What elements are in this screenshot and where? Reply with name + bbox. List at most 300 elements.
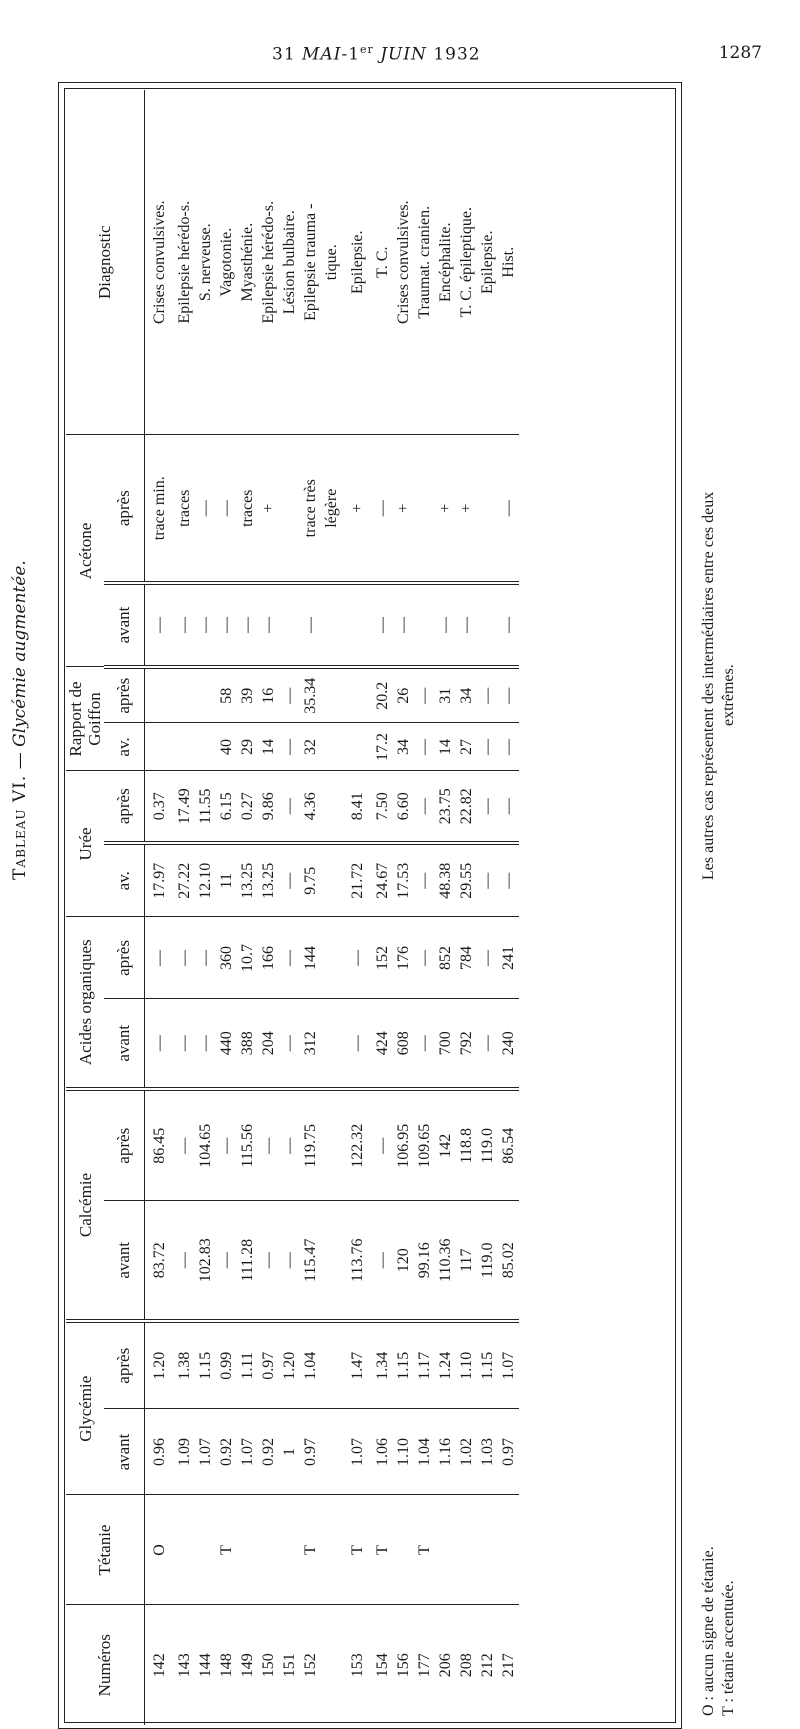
cell-tetanie xyxy=(456,1495,477,1605)
cell-diagnostic: Encéphalite. xyxy=(435,90,456,435)
cell-uree-apres: 9.86 xyxy=(258,771,279,843)
cell-diagnostic: T. C. xyxy=(372,90,393,435)
cell-numero: 154 xyxy=(374,1653,391,1678)
cell-glyc-avant: 1.03 xyxy=(477,1409,498,1495)
sub-acid-apres: après xyxy=(104,917,144,999)
cell-uree-av: — xyxy=(498,843,519,917)
cell-uree-apres: — xyxy=(477,771,498,843)
cell-acet-avant xyxy=(342,583,372,667)
cell-acet-avant: — xyxy=(237,583,258,667)
sub-acet-avant: avant xyxy=(104,583,144,667)
cell-diagnostic: Epilepsie hérédo-s. xyxy=(258,90,279,435)
cell-acet-avant: — xyxy=(174,583,195,667)
cell-calc-avant: 110.36 xyxy=(435,1201,456,1321)
cell-acid-avant: 608 xyxy=(393,999,414,1089)
cell-numero: 151 xyxy=(281,1653,298,1678)
cell-tetanie xyxy=(258,1495,279,1605)
cell-calc-apres: — xyxy=(372,1089,393,1201)
cell-glyc-avant: 0.92 xyxy=(258,1409,279,1495)
sub-uree-av: av. xyxy=(104,843,144,917)
cell-calc-apres: 86.45 xyxy=(144,1089,174,1201)
col-tetanie: Tétanie xyxy=(66,1495,144,1605)
cell-numero: 149 xyxy=(239,1653,256,1678)
cell-acid-avant: 240 xyxy=(498,999,519,1089)
cell-acet-apres: légère xyxy=(321,435,342,583)
cell-tetanie xyxy=(279,1495,300,1605)
cell-tetanie xyxy=(477,1495,498,1605)
cell-glyc-apres: 0.97 xyxy=(258,1321,279,1409)
cell-diagnostic: T. C. épileptique. xyxy=(456,90,477,435)
cell-rap-apres xyxy=(144,667,174,723)
cell-glyc-apres: 1.20 xyxy=(279,1321,300,1409)
cell-diagnostic: Myasthénie. xyxy=(237,90,258,435)
cell-glyc-avant: 0.97 xyxy=(300,1409,321,1495)
cell-tetanie: O xyxy=(144,1495,174,1605)
cell-acet-avant xyxy=(414,583,435,667)
cell-glyc-apres: 0.99 xyxy=(216,1321,237,1409)
cell-tetanie: T xyxy=(372,1495,393,1605)
table-row xyxy=(498,90,519,1725)
cell-acet-apres: trace min. xyxy=(144,435,174,583)
cell-rap-apres: — xyxy=(477,667,498,723)
cell-glyc-apres xyxy=(321,1321,342,1409)
table-label: Tableau VI. xyxy=(10,774,30,880)
cell-rap-apres: — xyxy=(414,667,435,723)
cell-acet-apres: + xyxy=(456,435,477,583)
cell-acid-avant: 388 xyxy=(237,999,258,1089)
cell-acet-apres xyxy=(414,435,435,583)
cell-acet-avant: — xyxy=(195,583,216,667)
cell-tetanie xyxy=(195,1495,216,1605)
cell-acid-apres: 152 xyxy=(372,917,393,999)
header-day-first: -1 xyxy=(341,44,361,65)
glycemia-table xyxy=(66,90,519,1725)
cell-acid-apres: — xyxy=(279,917,300,999)
cell-calc-apres: — xyxy=(174,1089,195,1201)
cell-uree-apres: 4.36 xyxy=(300,771,321,843)
cell-calc-apres: — xyxy=(279,1089,300,1201)
cell-acid-apres: 176 xyxy=(393,917,414,999)
cell-tetanie: T xyxy=(300,1495,321,1605)
cell-numero: 206 xyxy=(437,1653,454,1678)
cell-rap-av: 32 xyxy=(300,723,321,771)
cell-uree-apres: 6.15 xyxy=(216,771,237,843)
cell-rap-av: 29 xyxy=(237,723,258,771)
cell-diagnostic: Epilepsie. xyxy=(477,90,498,435)
cell-uree-apres: — xyxy=(279,771,300,843)
footnote-note-2: extrêmes. xyxy=(720,664,737,726)
cell-glyc-avant: 1.06 xyxy=(372,1409,393,1495)
cell-uree-av: 9.75 xyxy=(300,843,321,917)
cell-acet-apres: — xyxy=(195,435,216,583)
cell-rap-av: 40 xyxy=(216,723,237,771)
cell-acet-avant: — xyxy=(300,583,321,667)
cell-rap-apres: 20.2 xyxy=(372,667,393,723)
cell-uree-apres xyxy=(321,771,342,843)
cell-acet-avant xyxy=(477,583,498,667)
cell-glyc-apres: 1.07 xyxy=(498,1321,519,1409)
cell-acet-avant xyxy=(321,583,342,667)
cell-calc-apres: — xyxy=(216,1089,237,1201)
cell-uree-av: 17.97 xyxy=(144,843,174,917)
sub-calc-apres: après xyxy=(104,1089,144,1201)
cell-acet-avant: — xyxy=(498,583,519,667)
cell-calc-avant: — xyxy=(258,1201,279,1321)
cell-acet-avant xyxy=(279,583,300,667)
cell-uree-av: 29.55 xyxy=(456,843,477,917)
table-row xyxy=(237,90,258,1725)
cell-calc-apres: 118.8 xyxy=(456,1089,477,1201)
cell-glyc-avant: 0.97 xyxy=(498,1409,519,1495)
cell-calc-apres: 119.0 xyxy=(477,1089,498,1201)
cell-uree-av: — xyxy=(279,843,300,917)
cell-diagnostic: tique. xyxy=(321,90,342,435)
cell-uree-av: 11 xyxy=(216,843,237,917)
cell-acet-avant: — xyxy=(372,583,393,667)
cell-tetanie: T xyxy=(342,1495,372,1605)
cell-diagnostic: Epilepsie. xyxy=(342,90,372,435)
col-glycemie: Glycémie xyxy=(66,1321,104,1495)
cell-calc-avant: 99.16 xyxy=(414,1201,435,1321)
cell-acid-apres: 10.7 xyxy=(237,917,258,999)
cell-uree-av: 13.25 xyxy=(258,843,279,917)
sub-rap-apres: après xyxy=(104,667,144,723)
cell-calc-avant: 102.83 xyxy=(195,1201,216,1321)
cell-calc-avant: — xyxy=(174,1201,195,1321)
cell-glyc-apres: 1.10 xyxy=(456,1321,477,1409)
cell-acid-avant: — xyxy=(174,999,195,1089)
cell-uree-av: 13.25 xyxy=(237,843,258,917)
cell-rap-apres xyxy=(174,667,195,723)
cell-rap-av: — xyxy=(477,723,498,771)
cell-rap-av xyxy=(174,723,195,771)
cell-uree-apres: — xyxy=(498,771,519,843)
cell-rap-av: 17.2 xyxy=(372,723,393,771)
cell-acid-avant: — xyxy=(477,999,498,1089)
cell-rap-apres: — xyxy=(498,667,519,723)
cell-calc-apres: — xyxy=(258,1089,279,1201)
cell-acid-avant: — xyxy=(144,999,174,1089)
table-row xyxy=(435,90,456,1725)
cell-numero: 208 xyxy=(458,1653,475,1678)
cell-glyc-apres: 1.47 xyxy=(342,1321,372,1409)
cell-acid-apres: — xyxy=(195,917,216,999)
cell-numero: 153 xyxy=(348,1653,366,1678)
table-row xyxy=(372,90,393,1725)
col-acetone: Acétone xyxy=(66,435,104,667)
cell-uree-apres: 6.60 xyxy=(393,771,414,843)
cell-acid-avant: 440 xyxy=(216,999,237,1089)
cell-rap-apres: 26 xyxy=(393,667,414,723)
cell-rap-av xyxy=(342,723,372,771)
cell-acid-apres: 852 xyxy=(435,917,456,999)
cell-rap-apres: 39 xyxy=(237,667,258,723)
cell-acid-apres: — xyxy=(174,917,195,999)
cell-calc-apres: 109.65 xyxy=(414,1089,435,1201)
cell-acid-apres: 241 xyxy=(498,917,519,999)
cell-uree-apres: 22.82 xyxy=(456,771,477,843)
sub-glyc-avant: avant xyxy=(104,1409,144,1495)
cell-uree-apres: — xyxy=(414,771,435,843)
cell-tetanie xyxy=(498,1495,519,1605)
cell-glyc-avant: 1.16 xyxy=(435,1409,456,1495)
table-row xyxy=(300,90,321,1725)
cell-glyc-apres: 1.04 xyxy=(300,1321,321,1409)
cell-tetanie xyxy=(174,1495,195,1605)
cell-acet-avant: — xyxy=(456,583,477,667)
cell-acet-avant: — xyxy=(393,583,414,667)
cell-rap-apres: 35.34 xyxy=(300,667,321,723)
cell-rap-apres: — xyxy=(279,667,300,723)
cell-diagnostic: Lésion bulbaire. xyxy=(279,90,300,435)
title-dash: — xyxy=(10,746,30,775)
cell-glyc-avant: 0.92 xyxy=(216,1409,237,1495)
cell-uree-apres: 0.27 xyxy=(237,771,258,843)
cell-rap-apres: 31 xyxy=(435,667,456,723)
cell-diagnostic: Traumat. cranien. xyxy=(414,90,435,435)
col-acides: Acides organiques xyxy=(66,917,104,1089)
cell-numero: 143 xyxy=(176,1653,193,1678)
cell-acet-apres: + xyxy=(435,435,456,583)
cell-acid-avant: 312 xyxy=(300,999,321,1089)
cell-rap-apres xyxy=(342,667,372,723)
cell-numero: 156 xyxy=(395,1653,412,1678)
cell-rap-av: — xyxy=(279,723,300,771)
header-sup: er xyxy=(360,43,374,56)
running-header xyxy=(272,43,481,65)
cell-acet-avant: — xyxy=(435,583,456,667)
cell-uree-apres: 23.75 xyxy=(435,771,456,843)
col-numeros: Numéros xyxy=(66,1605,144,1725)
cell-calc-apres: 106.95 xyxy=(393,1089,414,1201)
col-uree: Urée xyxy=(66,771,104,917)
sub-calc-avant: avant xyxy=(104,1201,144,1321)
cell-numero: 148 xyxy=(218,1653,235,1678)
cell-calc-avant: 115.47 xyxy=(300,1201,321,1321)
cell-acid-avant: — xyxy=(414,999,435,1089)
cell-rap-av: 27 xyxy=(456,723,477,771)
sub-rap-av: av. xyxy=(104,723,144,771)
cell-calc-avant: 85.02 xyxy=(498,1201,519,1321)
cell-acid-avant: 424 xyxy=(372,999,393,1089)
table-row xyxy=(477,90,498,1725)
cell-acid-apres: 144 xyxy=(300,917,321,999)
cell-uree-av: — xyxy=(477,843,498,917)
cell-calc-apres: 104.65 xyxy=(195,1089,216,1201)
cell-acet-apres: — xyxy=(498,435,519,583)
table-body xyxy=(144,90,519,1725)
cell-calc-avant: 113.76 xyxy=(342,1201,372,1321)
cell-acet-apres: + xyxy=(258,435,279,583)
cell-acet-apres xyxy=(477,435,498,583)
cell-glyc-apres: 1.15 xyxy=(393,1321,414,1409)
cell-numero xyxy=(321,1605,342,1725)
cell-glyc-apres: 1.20 xyxy=(144,1321,174,1409)
header-year: 1932 xyxy=(426,44,481,65)
cell-glyc-apres: 1.17 xyxy=(414,1321,435,1409)
cell-acet-avant: — xyxy=(216,583,237,667)
cell-acet-apres: trace très xyxy=(300,435,321,583)
cell-acid-apres: — xyxy=(414,917,435,999)
cell-uree-av: 12.10 xyxy=(195,843,216,917)
cell-glyc-apres: 1.24 xyxy=(435,1321,456,1409)
table-caption: Glycémie augmentée. xyxy=(10,560,30,747)
cell-rap-av xyxy=(321,723,342,771)
cell-uree-apres: 11.55 xyxy=(195,771,216,843)
cell-numero: 142 xyxy=(150,1653,168,1678)
footnote-note-1: Les autres cas représentent des intermédiaires entre ces deux xyxy=(700,491,717,880)
table-row xyxy=(195,90,216,1725)
cell-rap-apres xyxy=(195,667,216,723)
cell-uree-av: 24.67 xyxy=(372,843,393,917)
cell-acid-avant: 700 xyxy=(435,999,456,1089)
cell-uree-av: 21.72 xyxy=(342,843,372,917)
cell-uree-apres: 8.41 xyxy=(342,771,372,843)
table-row xyxy=(216,90,237,1725)
cell-diagnostic: Crises convulsives. xyxy=(144,90,174,435)
cell-uree-av xyxy=(321,843,342,917)
page-number: 1287 xyxy=(718,43,762,63)
cell-glyc-avant: 1.10 xyxy=(393,1409,414,1495)
header-month-juin: JUIN xyxy=(373,44,427,65)
cell-acet-apres: traces xyxy=(237,435,258,583)
cell-calc-avant: 83.72 xyxy=(144,1201,174,1321)
cell-calc-avant: 119.0 xyxy=(477,1201,498,1321)
cell-tetanie: T xyxy=(414,1495,435,1605)
footnote-legend-t: T : tétanie accentuée. xyxy=(720,1580,737,1716)
cell-acid-avant xyxy=(321,999,342,1089)
cell-uree-apres: 0.37 xyxy=(144,771,174,843)
cell-acet-apres: traces xyxy=(174,435,195,583)
col-rapport: Rapport de Goiffon xyxy=(66,667,104,771)
cell-rap-apres: 16 xyxy=(258,667,279,723)
cell-calc-avant: — xyxy=(279,1201,300,1321)
table-row xyxy=(342,90,372,1725)
header-day: 31 xyxy=(272,44,303,65)
rotated-table-wrapper xyxy=(66,90,656,1725)
cell-acet-apres: — xyxy=(216,435,237,583)
cell-numero: 177 xyxy=(416,1653,433,1678)
cell-diagnostic: Epilepsie trauma - xyxy=(300,90,321,435)
cell-rap-apres: 58 xyxy=(216,667,237,723)
header-month-mai: MAI xyxy=(302,44,342,65)
cell-numero: 217 xyxy=(500,1653,517,1678)
cell-glyc-avant: 1 xyxy=(279,1409,300,1495)
cell-acid-apres xyxy=(321,917,342,999)
cell-calc-avant: 111.28 xyxy=(237,1201,258,1321)
table-row xyxy=(414,90,435,1725)
cell-acet-apres: + xyxy=(393,435,414,583)
cell-diagnostic: Hist. xyxy=(498,90,519,435)
cell-acid-avant: — xyxy=(279,999,300,1089)
cell-tetanie xyxy=(237,1495,258,1605)
cell-uree-av: 27.22 xyxy=(174,843,195,917)
cell-glyc-avant: 1.09 xyxy=(174,1409,195,1495)
cell-acid-apres: — xyxy=(477,917,498,999)
col-diagnostic: Diagnostic xyxy=(66,90,144,435)
cell-uree-apres: 17.49 xyxy=(174,771,195,843)
cell-glyc-apres: 1.15 xyxy=(477,1321,498,1409)
cell-glyc-apres: 1.11 xyxy=(237,1321,258,1409)
cell-diagnostic: Epilepsie hérédo-s. xyxy=(174,90,195,435)
cell-acid-apres: — xyxy=(144,917,174,999)
cell-tetanie xyxy=(435,1495,456,1605)
cell-glyc-apres: 1.15 xyxy=(195,1321,216,1409)
cell-calc-apres: 142 xyxy=(435,1089,456,1201)
cell-acid-avant: — xyxy=(195,999,216,1089)
sub-uree-apres: après xyxy=(104,771,144,843)
col-calcemie: Calcémie xyxy=(66,1089,104,1321)
cell-glyc-apres: 1.34 xyxy=(372,1321,393,1409)
table-row xyxy=(258,90,279,1725)
cell-calc-apres xyxy=(321,1089,342,1201)
cell-rap-av: 34 xyxy=(393,723,414,771)
table-row xyxy=(321,90,342,1725)
table-row xyxy=(174,90,195,1725)
cell-acid-apres: 166 xyxy=(258,917,279,999)
cell-acid-avant: 792 xyxy=(456,999,477,1089)
table-title xyxy=(10,560,34,880)
cell-acet-avant: — xyxy=(258,583,279,667)
cell-calc-apres: 115.56 xyxy=(237,1089,258,1201)
cell-acid-avant: 204 xyxy=(258,999,279,1089)
cell-calc-apres: 119.75 xyxy=(300,1089,321,1201)
cell-numero: 212 xyxy=(479,1653,496,1678)
footnote-legend-o: O : aucun signe de tétanie. xyxy=(700,1546,717,1716)
cell-acet-apres: — xyxy=(372,435,393,583)
cell-rap-av: 14 xyxy=(435,723,456,771)
cell-rap-av xyxy=(195,723,216,771)
cell-acid-apres: 784 xyxy=(456,917,477,999)
cell-calc-avant: — xyxy=(216,1201,237,1321)
cell-calc-avant: 117 xyxy=(456,1201,477,1321)
cell-acet-avant: — xyxy=(144,583,174,667)
sub-glyc-apres: après xyxy=(104,1321,144,1409)
cell-calc-apres: 122.32 xyxy=(342,1089,372,1201)
table-row xyxy=(456,90,477,1725)
cell-numero: 144 xyxy=(197,1653,214,1678)
cell-uree-av: 17.53 xyxy=(393,843,414,917)
table-row xyxy=(393,90,414,1725)
cell-acid-avant: — xyxy=(342,999,372,1089)
cell-glyc-avant: 1.04 xyxy=(414,1409,435,1495)
sub-acet-apres: après xyxy=(104,435,144,583)
cell-rap-av: — xyxy=(498,723,519,771)
table-row xyxy=(279,90,300,1725)
cell-calc-apres: 86.54 xyxy=(498,1089,519,1201)
cell-rap-apres xyxy=(321,667,342,723)
cell-tetanie xyxy=(393,1495,414,1605)
cell-rap-apres: 34 xyxy=(456,667,477,723)
cell-calc-avant: — xyxy=(372,1201,393,1321)
cell-diagnostic: Crises convulsives. xyxy=(393,90,414,435)
cell-numero: 150 xyxy=(260,1653,277,1678)
cell-diagnostic: S. nerveuse. xyxy=(195,90,216,435)
cell-glyc-avant xyxy=(321,1409,342,1495)
cell-diagnostic: Vagotonie. xyxy=(216,90,237,435)
cell-calc-avant xyxy=(321,1201,342,1321)
cell-uree-apres: 7.50 xyxy=(372,771,393,843)
cell-tetanie: T xyxy=(216,1495,237,1605)
cell-glyc-avant: 1.02 xyxy=(456,1409,477,1495)
cell-acid-apres: 360 xyxy=(216,917,237,999)
sub-acid-avant: avant xyxy=(104,999,144,1089)
cell-glyc-avant: 1.07 xyxy=(237,1409,258,1495)
cell-glyc-avant: 0.96 xyxy=(144,1409,174,1495)
cell-rap-av xyxy=(144,723,174,771)
cell-glyc-avant: 1.07 xyxy=(342,1409,372,1495)
cell-acet-apres: + xyxy=(342,435,372,583)
